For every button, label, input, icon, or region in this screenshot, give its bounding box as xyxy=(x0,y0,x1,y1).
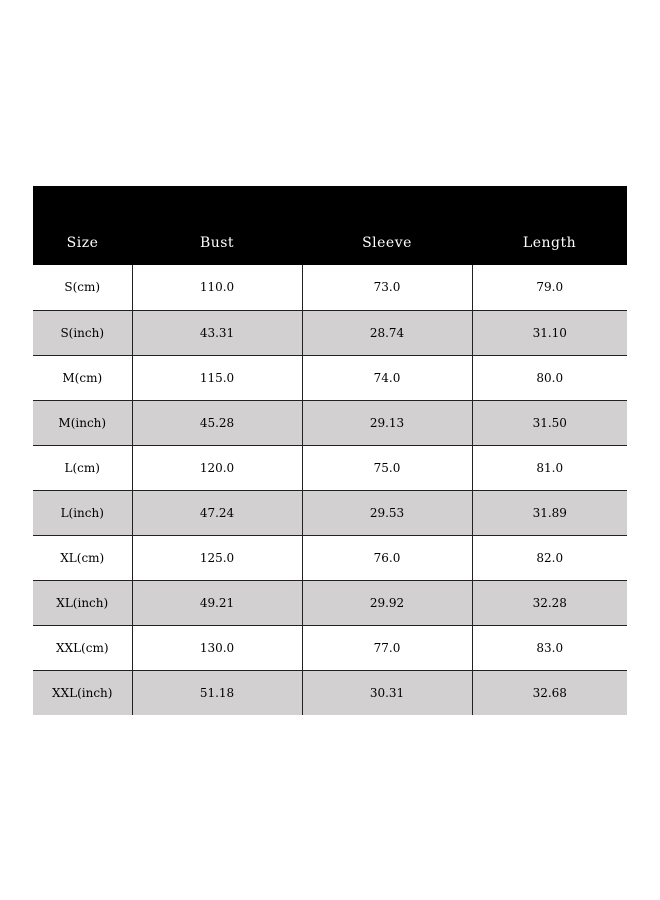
table-row xyxy=(33,445,627,490)
table-row xyxy=(33,625,627,670)
table-header-row xyxy=(33,186,627,265)
length-cell: 82.0 xyxy=(472,535,627,580)
length-cell: 79.0 xyxy=(472,265,627,310)
sleeve-cell: 30.31 xyxy=(302,670,472,715)
sleeve-cell: 76.0 xyxy=(302,535,472,580)
size-cell: XL(inch) xyxy=(33,580,132,625)
sleeve-cell: 28.74 xyxy=(302,310,472,355)
size-cell: L(inch) xyxy=(33,490,132,535)
bust-cell: 130.0 xyxy=(132,625,302,670)
header-sleeve: Sleeve xyxy=(362,235,412,251)
table-row xyxy=(33,265,627,310)
length-cell: 32.68 xyxy=(472,670,627,715)
size-chart-table xyxy=(33,186,627,715)
sleeve-cell: 29.13 xyxy=(302,400,472,445)
sleeve-cell: 29.92 xyxy=(302,580,472,625)
bust-cell: 120.0 xyxy=(132,445,302,490)
size-cell: XXL(cm) xyxy=(33,625,132,670)
bust-cell: 43.31 xyxy=(132,310,302,355)
bust-cell: 125.0 xyxy=(132,535,302,580)
size-cell: M(inch) xyxy=(33,400,132,445)
table-row xyxy=(33,490,627,535)
sleeve-cell: 29.53 xyxy=(302,490,472,535)
sleeve-cell: 73.0 xyxy=(302,265,472,310)
size-cell: XL(cm) xyxy=(33,535,132,580)
sleeve-cell: 75.0 xyxy=(302,445,472,490)
length-cell: 81.0 xyxy=(472,445,627,490)
header-size: Size xyxy=(66,235,99,251)
bust-cell: 115.0 xyxy=(132,355,302,400)
table-row xyxy=(33,400,627,445)
length-cell: 31.50 xyxy=(472,400,627,445)
table-row xyxy=(33,580,627,625)
header-bust: Bust xyxy=(199,235,235,251)
size-cell: S(cm) xyxy=(33,265,132,310)
bust-cell: 49.21 xyxy=(132,580,302,625)
bust-cell: 51.18 xyxy=(132,670,302,715)
length-cell: 31.10 xyxy=(472,310,627,355)
sleeve-cell: 74.0 xyxy=(302,355,472,400)
length-cell: 31.89 xyxy=(472,490,627,535)
size-cell: S(inch) xyxy=(33,310,132,355)
sleeve-cell: 77.0 xyxy=(302,625,472,670)
header-length: Length xyxy=(522,235,577,251)
length-cell: 80.0 xyxy=(472,355,627,400)
bust-cell: 45.28 xyxy=(132,400,302,445)
bust-cell: 110.0 xyxy=(132,265,302,310)
table-row xyxy=(33,355,627,400)
bust-cell: 47.24 xyxy=(132,490,302,535)
table-row xyxy=(33,535,627,580)
length-cell: 83.0 xyxy=(472,625,627,670)
size-cell: XXL(inch) xyxy=(33,670,132,715)
table-row xyxy=(33,670,627,715)
size-cell: M(cm) xyxy=(33,355,132,400)
length-cell: 32.28 xyxy=(472,580,627,625)
table-row xyxy=(33,310,627,355)
size-cell: L(cm) xyxy=(33,445,132,490)
